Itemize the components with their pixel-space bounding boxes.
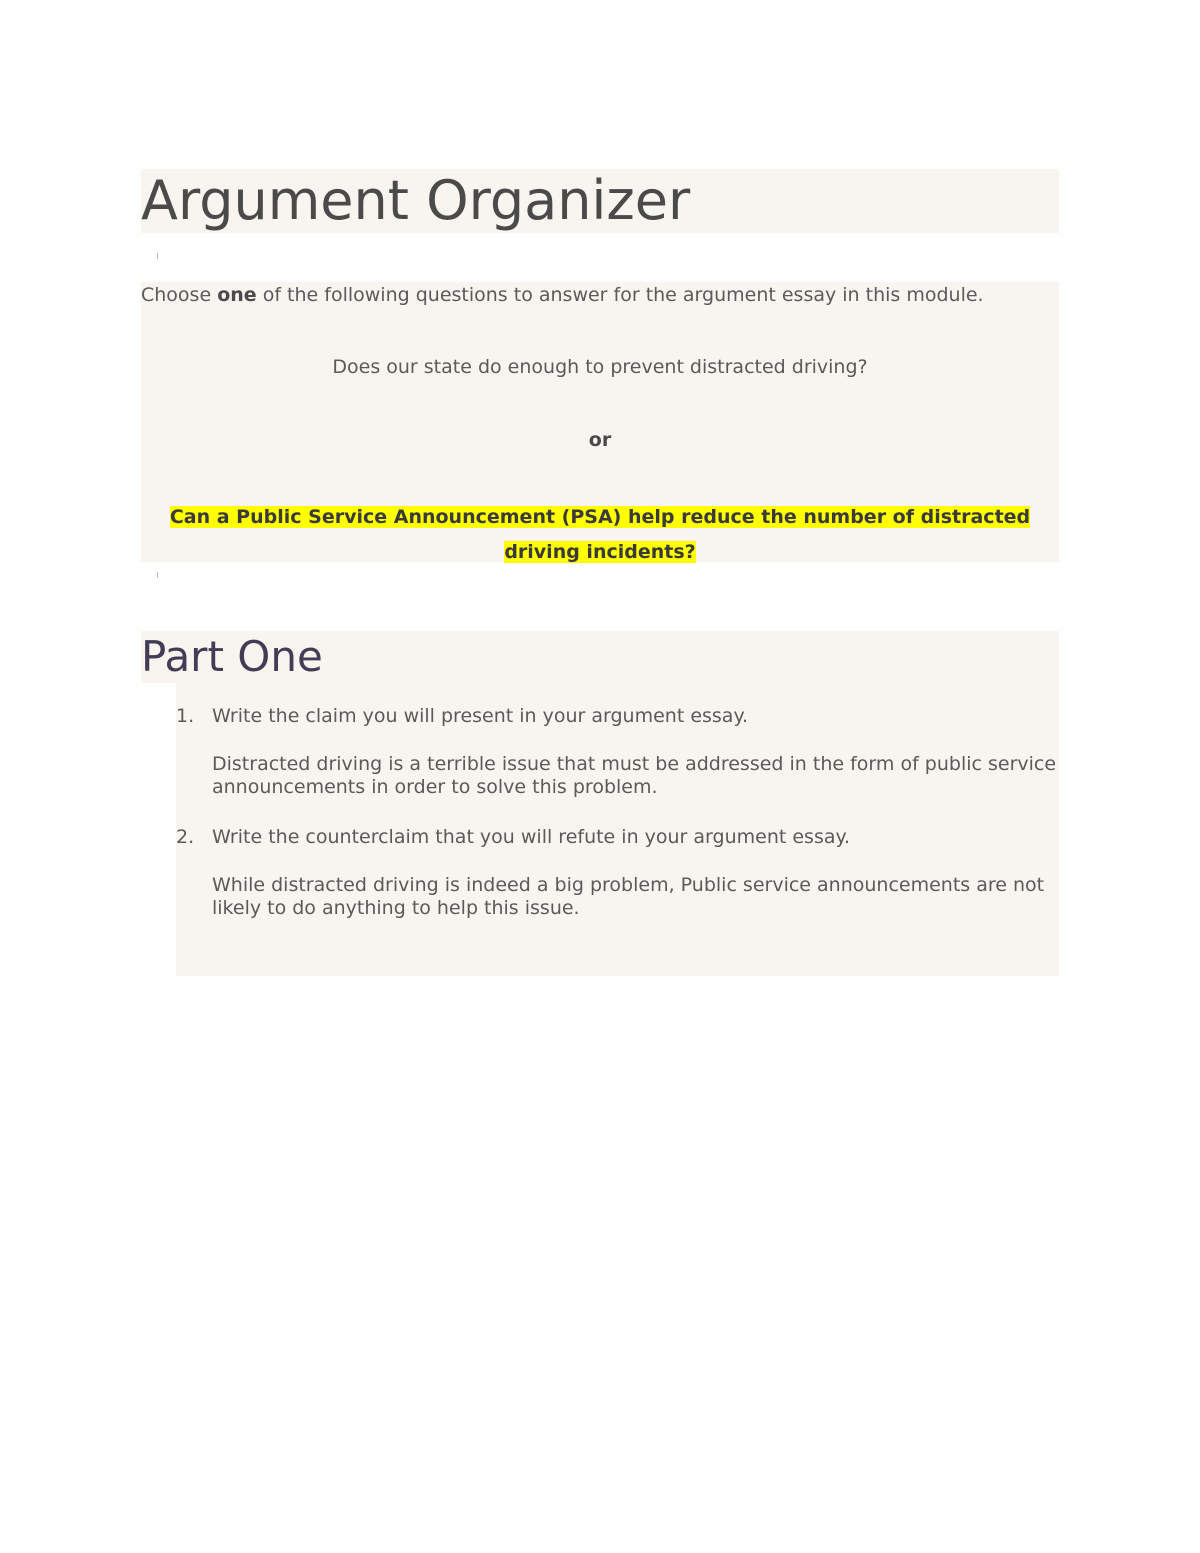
part-one-heading: Part One	[141, 632, 323, 681]
question-one: Does our state do enough to prevent distracted driving?	[332, 356, 868, 378]
highlighted-question-text: Can a Public Service Announcement (PSA) help reduce the number of distracted driving incidents?	[169, 506, 1031, 563]
document-title: Argument Organizer	[141, 169, 691, 232]
claim-answer: Distracted driving is a terrible issue that must be addressed in the form of public service announcements in order to solve this problem.	[212, 753, 1057, 798]
instructions-suffix: of the following questions to answer for the argument essay in this module.	[256, 284, 984, 306]
instructions-text	[141, 283, 984, 307]
paragraph-marker	[157, 253, 158, 259]
counterclaim-prompt: Write the counterclaim that you will refute in your argument essay.	[212, 826, 851, 848]
instructions-emphasis: one	[217, 284, 257, 306]
list-item-number: 1.	[176, 705, 195, 727]
list-item-number: 2.	[176, 826, 195, 848]
question-separator: or	[588, 429, 612, 451]
counterclaim-answer: While distracted driving is indeed a big problem, Public service announcements are not likely to do anything to help this issue.	[212, 874, 1045, 919]
paragraph-marker	[157, 572, 158, 578]
claim-prompt: Write the claim you will present in your argument essay.	[212, 705, 749, 727]
instructions-prefix: Choose	[141, 284, 218, 306]
question-two-highlighted	[141, 500, 1059, 570]
